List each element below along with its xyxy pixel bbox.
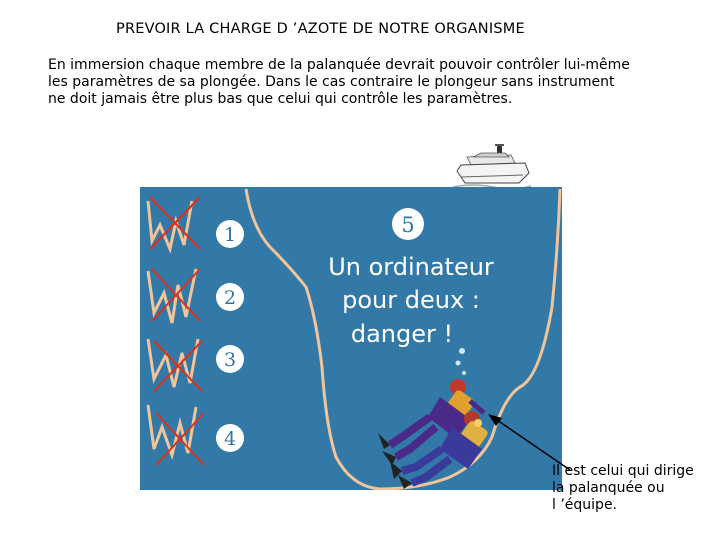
intro-line: les paramètres de sa plongée. Dans le cas contraire le plongeur sans instrument — [48, 74, 615, 90]
badge-5 — [392, 208, 424, 240]
caption — [552, 463, 720, 514]
warning-line: pour deux : — [342, 286, 480, 314]
caption-line: l ’équipe. — [552, 497, 618, 513]
badge-number: 3 — [223, 349, 237, 371]
badge-2 — [216, 283, 244, 311]
warning-line: Un ordinateur — [328, 253, 494, 281]
badge-1 — [216, 220, 244, 248]
badge-number: 1 — [223, 224, 237, 246]
warning-line: danger ! — [350, 320, 454, 348]
intro-paragraph — [48, 57, 688, 108]
badge-4 — [216, 424, 244, 452]
badge-number: 5 — [401, 213, 415, 237]
badge-3 — [216, 345, 244, 373]
caption-line: Il est celui qui dirige — [552, 463, 694, 479]
badge-number: 2 — [223, 287, 237, 309]
intro-line: En immersion chaque membre de la palanquée devrait pouvoir contrôler lui-même — [48, 57, 630, 73]
boat-icon — [453, 143, 531, 193]
caption-line: la palanquée ou — [552, 480, 665, 496]
intro-line: ne doit jamais être plus bas que celui qui contrôle les paramètres. — [48, 91, 513, 107]
page-title: PREVOIR LA CHARGE D ’AZOTE DE NOTRE ORGANISME — [116, 21, 525, 37]
badge-number: 4 — [223, 428, 237, 450]
